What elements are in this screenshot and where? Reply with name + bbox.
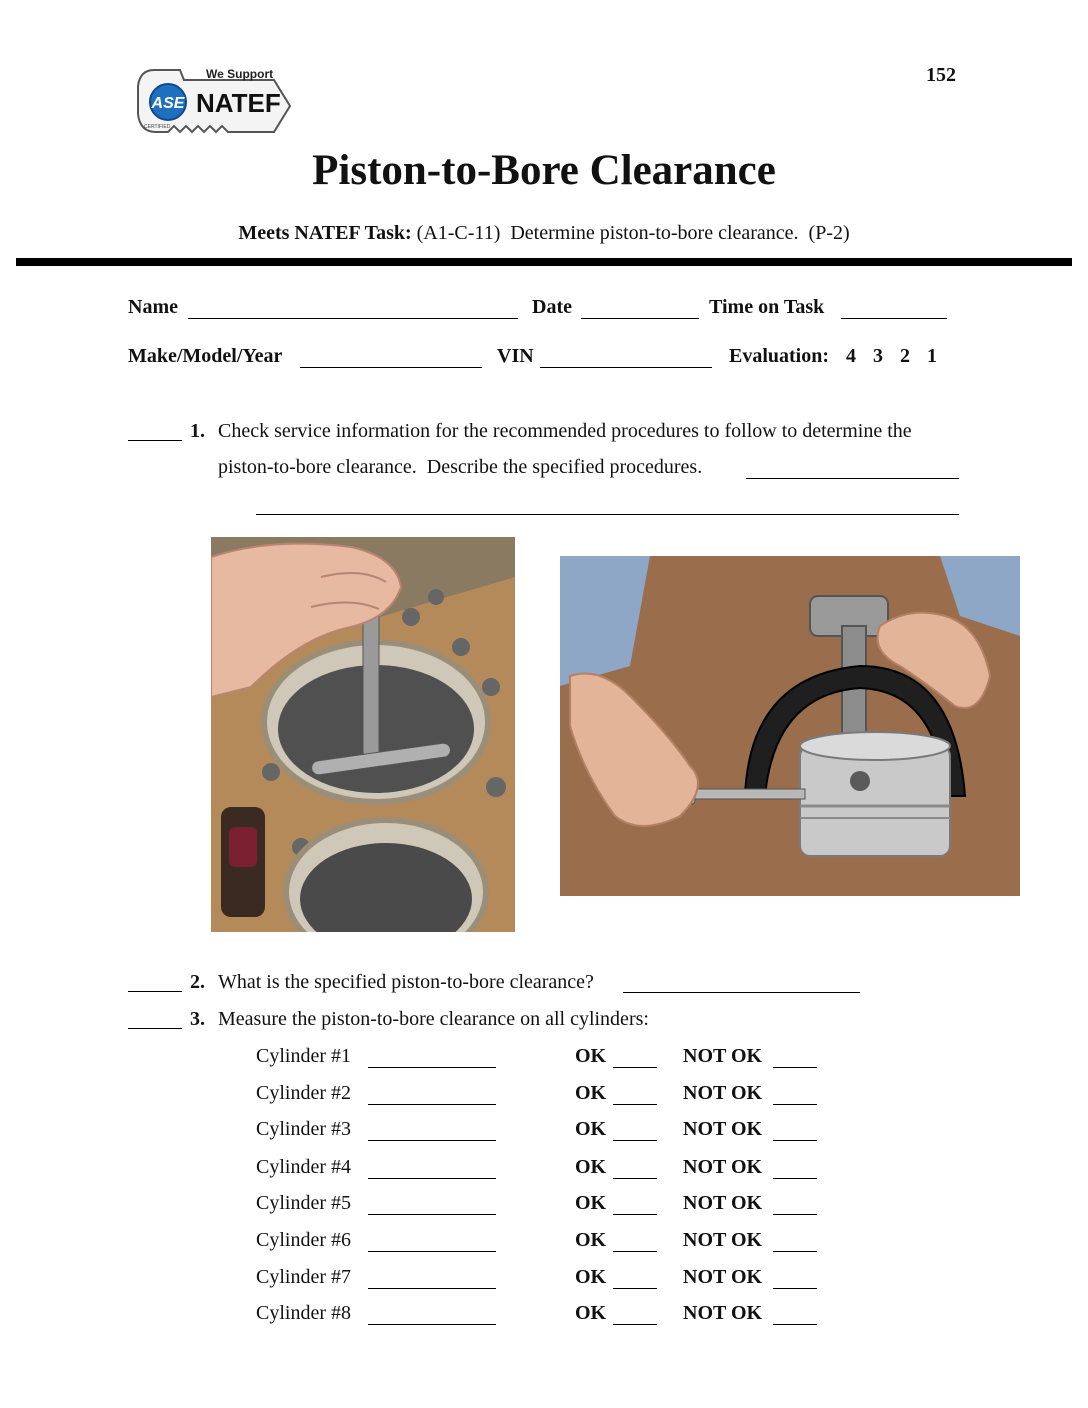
ok-label: OK: [575, 1045, 607, 1067]
cylinder-measurement-field[interactable]: [368, 1067, 496, 1068]
not-ok-label: NOT OK: [683, 1118, 763, 1140]
ok-label: OK: [575, 1156, 607, 1178]
make-model-year-field[interactable]: [300, 367, 482, 368]
cylinder-measurement-field[interactable]: [368, 1140, 496, 1141]
date-label: Date: [532, 296, 572, 318]
date-field[interactable]: [581, 318, 699, 319]
cylinder-measurement-field[interactable]: [368, 1324, 496, 1325]
q1-answer-line2[interactable]: [256, 514, 959, 515]
ok-blank[interactable]: [613, 1178, 657, 1179]
logo-brand-text: NATEF: [196, 88, 281, 118]
q1-check-blank[interactable]: [128, 440, 182, 441]
task-label: Meets NATEF Task:: [238, 222, 412, 244]
ok-blank[interactable]: [613, 1288, 657, 1289]
cylinder-measurement-field[interactable]: [368, 1288, 496, 1289]
q2-number: 2.: [190, 971, 205, 993]
ok-label: OK: [575, 1229, 607, 1251]
ok-blank[interactable]: [613, 1324, 657, 1325]
name-label: Name: [128, 296, 178, 318]
task-line: [0, 222, 1088, 245]
telescoping-gauge-photo: [211, 537, 515, 932]
q1-answer-line1[interactable]: [746, 478, 959, 479]
page-title: Piston-to-Bore Clearance: [312, 147, 776, 194]
not-ok-label: NOT OK: [683, 1082, 763, 1104]
cylinder-label: Cylinder #2: [256, 1082, 351, 1104]
cylinder-label: Cylinder #4: [256, 1156, 351, 1178]
ok-blank[interactable]: [613, 1104, 657, 1105]
make-model-year-label: Make/Model/Year: [128, 345, 283, 367]
ok-label: OK: [575, 1266, 607, 1288]
q2-answer-line[interactable]: [623, 992, 860, 993]
q1-text-line1: Check service information for the recommended procedures to follow to determine the: [218, 420, 912, 442]
not-ok-blank[interactable]: [773, 1288, 817, 1289]
task-text: (A1-C-11) Determine piston-to-bore clearance. (P-2): [416, 222, 850, 244]
ok-label: OK: [575, 1192, 607, 1214]
micrometer-piston-photo: [560, 556, 1020, 896]
cylinder-measurement-field[interactable]: [368, 1251, 496, 1252]
ok-label: OK: [575, 1118, 607, 1140]
cylinder-label: Cylinder #5: [256, 1192, 351, 1214]
not-ok-label: NOT OK: [683, 1266, 763, 1288]
not-ok-blank[interactable]: [773, 1214, 817, 1215]
q3-text: Measure the piston-to-bore clearance on all cylinders:: [218, 1008, 649, 1030]
cylinder-label: Cylinder #8: [256, 1302, 351, 1324]
not-ok-label: NOT OK: [683, 1045, 763, 1067]
not-ok-blank[interactable]: [773, 1324, 817, 1325]
cylinder-label: Cylinder #1: [256, 1045, 351, 1067]
not-ok-label: NOT OK: [683, 1302, 763, 1324]
natef-logo: [134, 62, 294, 142]
q3-check-blank[interactable]: [128, 1028, 182, 1029]
name-field[interactable]: [188, 318, 518, 319]
q2-check-blank[interactable]: [128, 991, 182, 992]
logo-certified-text: CERTIFIED: [144, 124, 171, 130]
not-ok-label: NOT OK: [683, 1229, 763, 1251]
cylinder-measurement-field[interactable]: [368, 1178, 496, 1179]
q3-number: 3.: [190, 1008, 205, 1030]
ok-blank[interactable]: [613, 1251, 657, 1252]
header-divider: [16, 258, 1072, 266]
q1-text-line2: piston-to-bore clearance. Describe the specified procedures.: [218, 456, 703, 478]
not-ok-blank[interactable]: [773, 1140, 817, 1141]
evaluation-scores[interactable]: 4 3 2 1: [846, 345, 937, 367]
cylinder-label: Cylinder #3: [256, 1118, 351, 1140]
vin-label: VIN: [497, 345, 534, 367]
logo-badge-text: ASE: [151, 95, 185, 112]
cylinder-measurement-field[interactable]: [368, 1104, 496, 1105]
page-number: 152: [926, 64, 956, 86]
ok-label: OK: [575, 1302, 607, 1324]
ok-blank[interactable]: [613, 1067, 657, 1068]
vin-field[interactable]: [540, 367, 712, 368]
q1-number: 1.: [190, 420, 205, 442]
q2-text: What is the specified piston-to-bore clearance?: [218, 971, 594, 993]
logo-top-text: We Support: [206, 67, 274, 81]
cylinder-label: Cylinder #6: [256, 1229, 351, 1251]
not-ok-blank[interactable]: [773, 1067, 817, 1068]
cylinder-measurement-field[interactable]: [368, 1214, 496, 1215]
not-ok-label: NOT OK: [683, 1156, 763, 1178]
time-on-task-field[interactable]: [841, 318, 947, 319]
ok-blank[interactable]: [613, 1140, 657, 1141]
not-ok-blank[interactable]: [773, 1251, 817, 1252]
not-ok-label: NOT OK: [683, 1192, 763, 1214]
not-ok-blank[interactable]: [773, 1104, 817, 1105]
not-ok-blank[interactable]: [773, 1178, 817, 1179]
ok-label: OK: [575, 1082, 607, 1104]
time-on-task-label: Time on Task: [709, 296, 825, 318]
ok-blank[interactable]: [613, 1214, 657, 1215]
evaluation-label: Evaluation:: [729, 345, 830, 367]
cylinder-label: Cylinder #7: [256, 1266, 351, 1288]
